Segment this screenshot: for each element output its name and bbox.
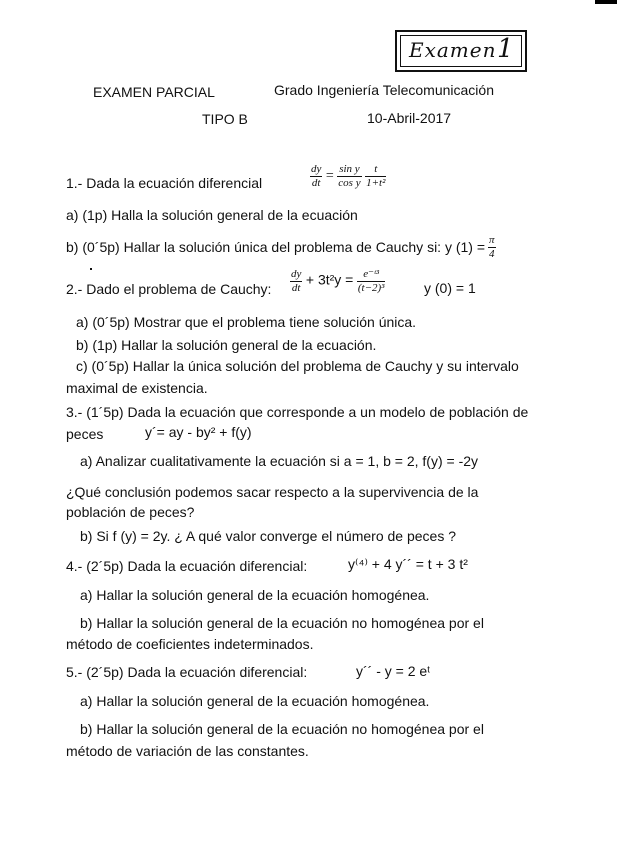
q4-part-b-line1: b) Hallar la solución general de la ecuación no homogénea por el xyxy=(80,615,484,631)
exam-type: TIPO B xyxy=(202,111,248,127)
q2-rhs-num: e⁻ᵗ³ xyxy=(357,268,386,282)
q3-question-line2: población de peces? xyxy=(66,504,195,520)
q1-rhs-num: t xyxy=(365,163,386,177)
q2-stem: 2.- Dado el problema de Cauchy: xyxy=(66,281,272,297)
q5-part-b-line1: b) Hallar la solución general de la ecuación no homogénea por el xyxy=(80,721,484,737)
corner-mark xyxy=(595,0,617,4)
q4-part-b-line2: método de coeficientes indeterminados. xyxy=(66,636,314,652)
q4-part-a: a) Hallar la solución general de la ecuación homogénea. xyxy=(80,587,430,603)
exam-title: EXAMEN PARCIAL xyxy=(93,84,215,100)
q2-part-c-line2: maximal de existencia. xyxy=(66,380,208,396)
q1-part-a: a) (1p) Halla la solución general de la ecuación xyxy=(66,207,358,223)
q3-equation: y´= ay - by² + f(y) xyxy=(145,424,252,440)
q2-lhs-den: dt xyxy=(291,282,301,294)
q3-stem-line2: peces xyxy=(66,426,104,442)
q1-stem: 1.- Dada la ecuación diferencial xyxy=(66,175,263,191)
stamp-number: 1 xyxy=(497,34,514,64)
q2-term: + 3t²y = xyxy=(305,271,354,288)
q5-part-a: a) Hallar la solución general de la ecuación homogénea. xyxy=(80,693,430,709)
stray-dot xyxy=(90,268,92,270)
q3-part-b: b) Si f (y) = 2y. ¿ A qué valor converge el número de peces ? xyxy=(80,528,456,544)
q1-mid-den: cos y xyxy=(338,177,361,189)
q3-question-line1: ¿Qué conclusión podemos sacar respecto a la supervivencia de la xyxy=(66,484,479,500)
q1-lhs-den: dt xyxy=(311,177,321,189)
q2-part-b: b) (1p) Hallar la solución general de la ecuación. xyxy=(76,337,377,353)
exam-date: 10-Abril-2017 xyxy=(367,110,452,126)
q5-part-b-line2: método de variación de las constantes. xyxy=(66,743,309,759)
degree-name: Grado Ingeniería Telecomunicación xyxy=(274,82,494,98)
stamp-label: Examen xyxy=(409,38,497,62)
q5-equation: y´´ - y = 2 eᵗ xyxy=(356,663,431,679)
q3-stem-line1: 3.- (1´5p) Dada la ecuación que corresponde a un modelo de población de xyxy=(66,404,529,420)
q2-lhs-num: dy xyxy=(291,268,302,280)
q4-equation: y⁽⁴⁾ + 4 y´´ = t + 3 t² xyxy=(348,556,468,572)
q1-b-frac-num: π xyxy=(489,234,495,246)
q2-rhs-den: (t−2)³ xyxy=(357,282,385,294)
q1-rhs-den: 1+t² xyxy=(366,177,386,189)
q1-mid-num: sin y xyxy=(339,163,360,175)
q1-part-b: b) (0´5p) Hallar la solución única del problema de Cauchy si: y (1) = xyxy=(66,239,486,255)
q1-lhs-num: dy xyxy=(311,163,322,175)
q3-part-a: a) Analizar cualitativamente la ecuación si a = 1, b = 2, f(y) = -2y xyxy=(80,453,479,469)
q2-part-c-line1: c) (0´5p) Hallar la única solución del problema de Cauchy y su intervalo xyxy=(76,358,519,374)
q1-equation: $\frac{dy}{dt}$ = $\frac{\text{sin y}}{\text{cos y}}$ $\frac{t}{\text{1+t²}}$ xyxy=(311,163,386,189)
q2-part-a: a) (0´5p) Mostrar que el problema tiene solución única. xyxy=(76,314,417,330)
q5-stem: 5.- (2´5p) Dada la ecuación diferencial: xyxy=(66,664,308,680)
q1-b-frac-den: 4 xyxy=(489,248,495,260)
q1-b-fraction xyxy=(488,234,496,261)
q2-equation xyxy=(290,268,385,295)
q2-initial-condition: y (0) = 1 xyxy=(424,280,476,296)
q4-stem: 4.- (2´5p) Dada la ecuación diferencial: xyxy=(66,558,308,574)
exam-stamp xyxy=(395,30,527,72)
